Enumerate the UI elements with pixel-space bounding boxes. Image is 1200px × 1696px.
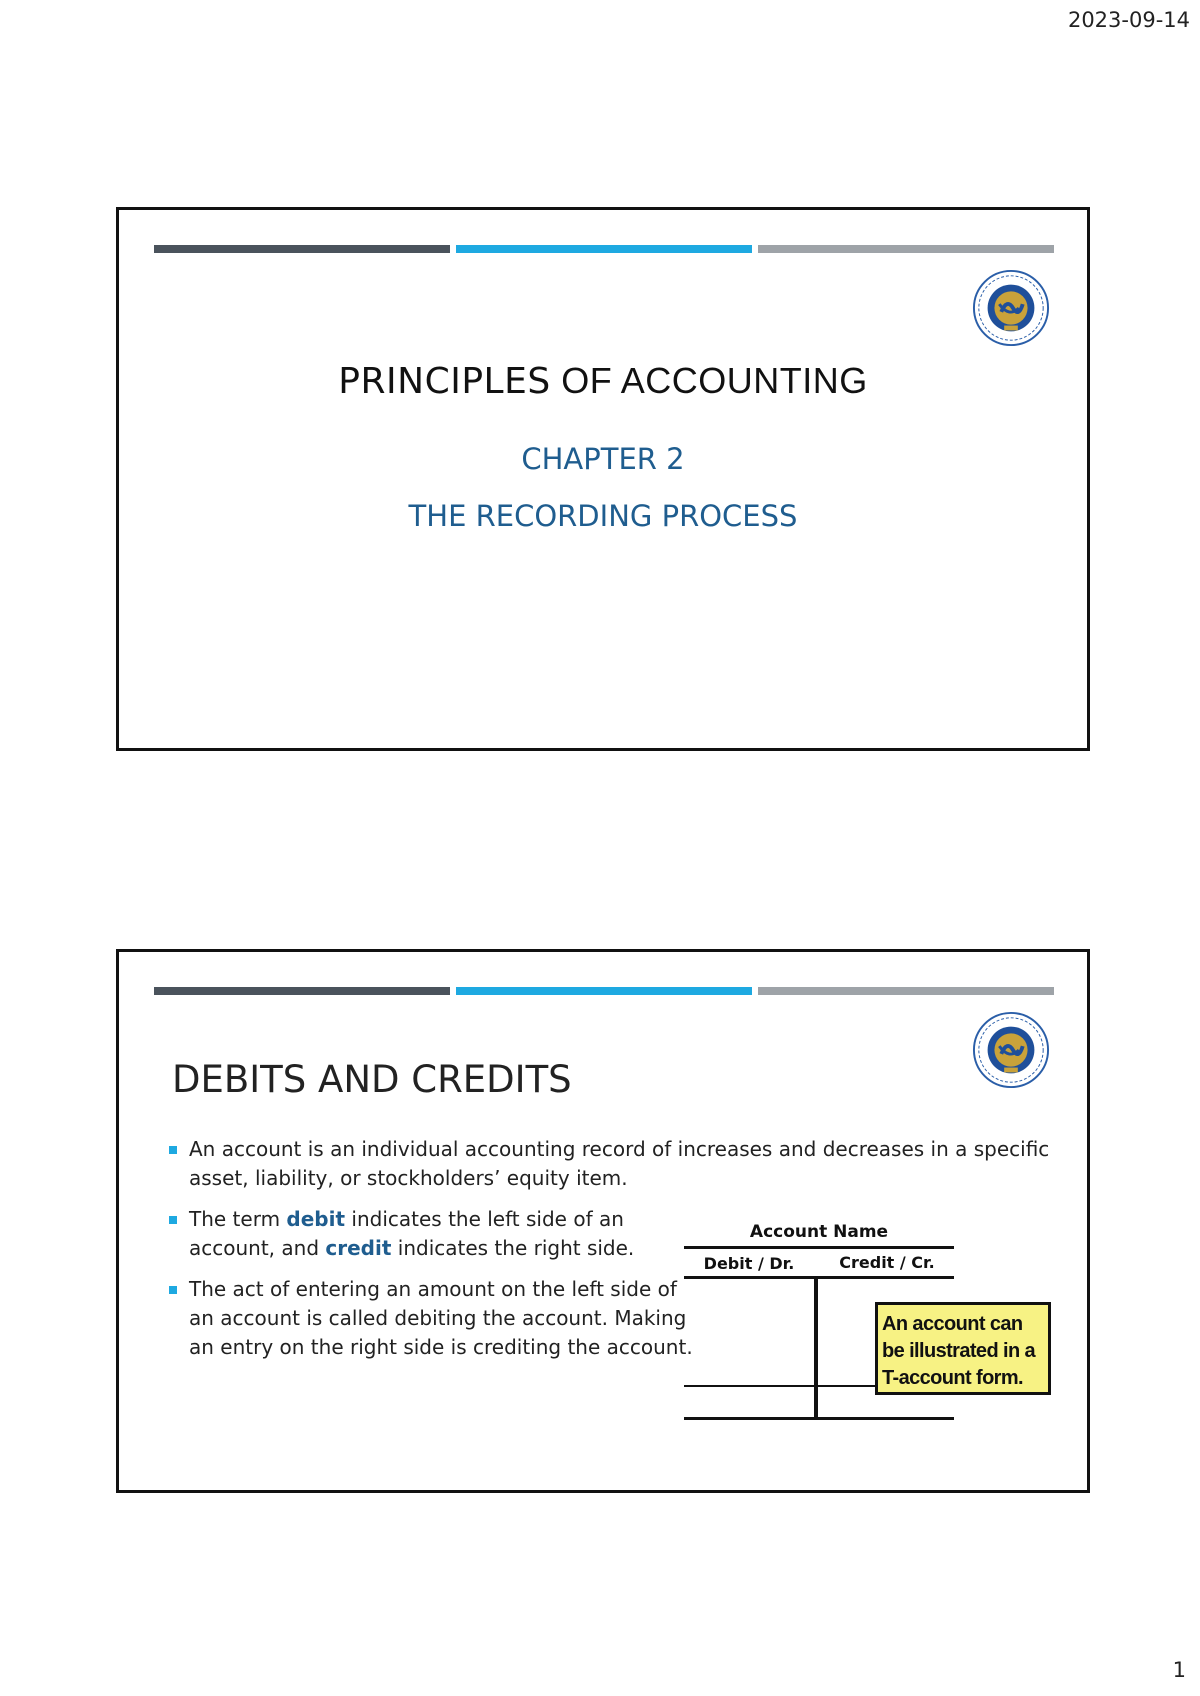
page-number: 1 [1172, 1658, 1186, 1682]
slide-heading: DEBITS AND CREDITS [172, 1058, 572, 1101]
bar-dark [154, 987, 450, 995]
course-title-rest: OF ACCOUNTING [550, 360, 868, 401]
bullet-account-definition: An account is an individual accounting record of increases and decreases in a specific asset, liability, or stockholders’ equity item. [169, 1135, 1069, 1193]
t-account-bottom-rule [684, 1417, 954, 1420]
keyword-credit: credit [325, 1236, 392, 1260]
university-seal-icon [972, 1011, 1050, 1089]
callout-note: An account can be illustrated in a T-account form. [875, 1302, 1051, 1395]
bar-gray [758, 987, 1054, 995]
university-seal-icon [972, 269, 1050, 347]
page-date: 2023-09-14 [1067, 8, 1190, 32]
slide-title-page [116, 207, 1090, 751]
bullet-debit-credit-terms [169, 1205, 699, 1263]
t-account-divider [814, 1276, 818, 1419]
slide-debits-credits [116, 949, 1090, 1493]
t-account-header-rule [684, 1276, 954, 1279]
bullet-text: indicates the left side of an account, and [189, 1207, 624, 1260]
bullet-text: The term [189, 1207, 287, 1231]
bullet-text: indicates the right side. [391, 1236, 635, 1260]
keyword-debit: debit [286, 1207, 346, 1231]
t-account-name: Account Name [749, 1222, 889, 1242]
chapter-title: THE RECORDING PROCESS [408, 499, 798, 533]
t-account-debit-label: Debit / Dr. [703, 1254, 795, 1273]
t-account-top-rule [684, 1246, 954, 1249]
bar-dark [154, 245, 450, 253]
bar-blue [456, 245, 752, 253]
course-title [119, 360, 1087, 402]
bar-blue [456, 987, 752, 995]
bar-gray [758, 245, 1054, 253]
course-title-first-word: PRINCIPLES [338, 361, 551, 402]
chapter-label: CHAPTER 2 [521, 442, 685, 476]
bullet-debiting-crediting: The act of entering an amount on the left side of an account is called debiting the account. Making an entry on the right side is crediting the account. [169, 1275, 699, 1362]
t-account-credit-label: Credit / Cr. [839, 1253, 935, 1272]
